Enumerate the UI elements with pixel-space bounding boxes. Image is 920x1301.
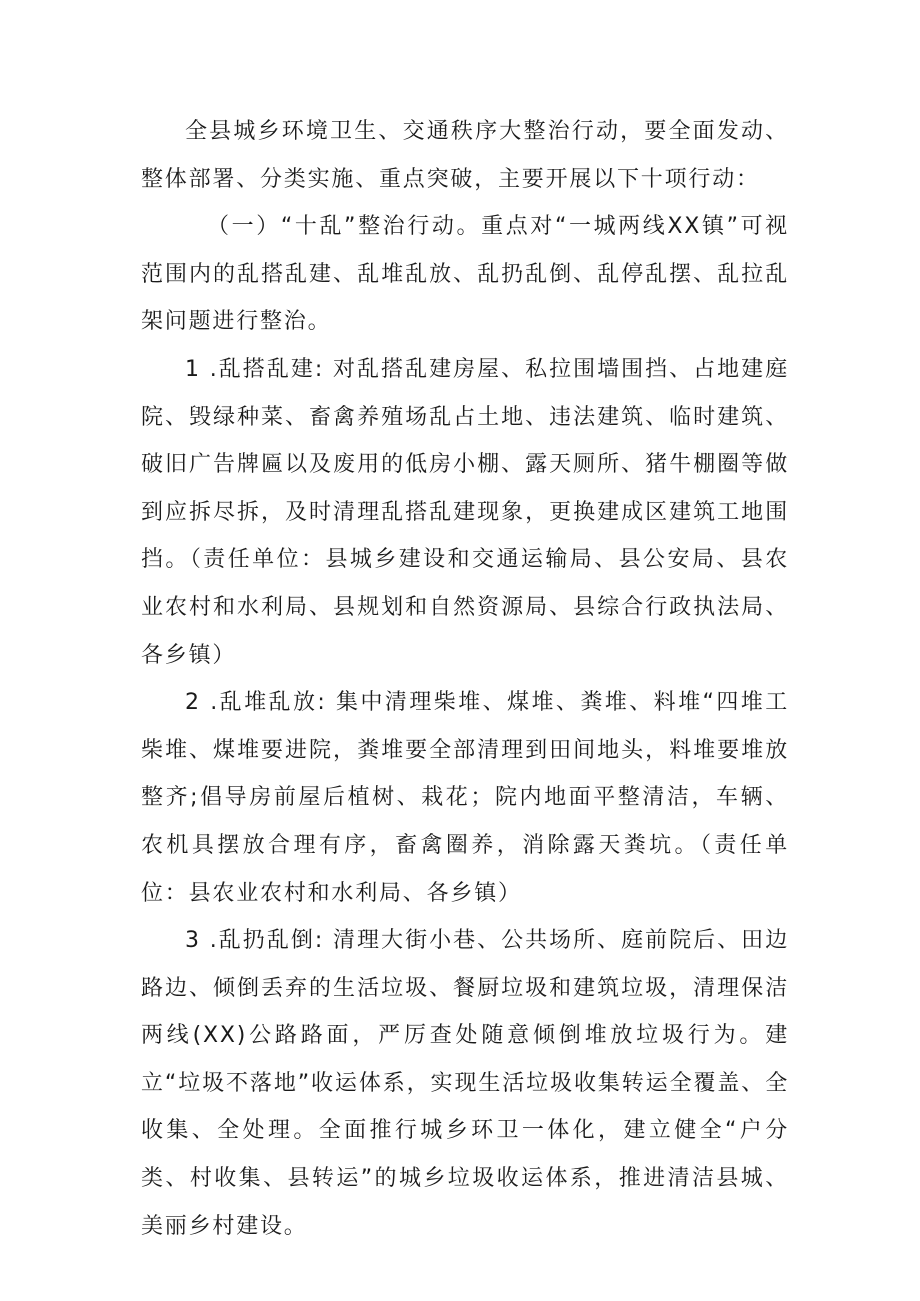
item-paragraph-2: 2 .乱堆乱放: 集中清理柴堆、煤堆、粪堆、料堆“四堆工柴堆、煤堆要进院，粪堆要全部清理到田间地头，料堆要堆放整齐;倡导房前屋后植树、栽花；院内地面平整清洁，车辆、农机具摆放合理有序，畜禽圈养，消除露天粪坑。（责任单位：县农业农村和水利局、各乡镇） — [141, 690, 789, 906]
item-paragraph-1: 1 .乱搭乱建: 对乱搭乱建房屋、私拉围墙围挡、占地建庭院、毁绿种菜、畜禽养殖场乱占土地、违法建筑、临时建筑、破旧广告牌匾以及废用的低房小棚、露天厕所、猪牛棚圈等做到应拆尽拆，及时清理乱搭乱建现象，更换建成区建筑工地围挡。（责任单位：县城乡建设和交通运输局、县公安局、县农业农村和水利局、县规划和自然资源局、县综合行政执法局、各乡镇） — [141, 356, 789, 668]
intro-paragraph: 全县城乡环境卫生、交通秩序大整治行动，要全面发动、整体部署、分类实施、重点突破，主要开展以下十项行动： — [141, 119, 789, 192]
document-body — [141, 108, 789, 1250]
section-heading-paragraph: （一）“十乱”整治行动。重点对“一城两线XX镇”可视范围内的乱搭乱建、乱堆乱放、乱扔乱倒、乱停乱摆、乱拉乱架问题进行整治。 — [141, 214, 789, 335]
item-paragraph-3: 3 .乱扔乱倒: 清理大街小巷、公共场所、庭前院后、田边路边、倾倒丢弃的生活垃圾、餐厨垃圾和建筑垃圾，清理保洁两线(XX)公路路面，严厉查处随意倾倒堆放垃圾行为。建立“垃圾不落地”收运体系，实现生活垃圾收集转运全覆盖、全收集、全处理。全面推行城乡环卫一体化，建立健全“户分类、村收集、县转运”的城乡垃圾收运体系，推进清洁县城、美丽乡村建设。 — [141, 928, 789, 1239]
